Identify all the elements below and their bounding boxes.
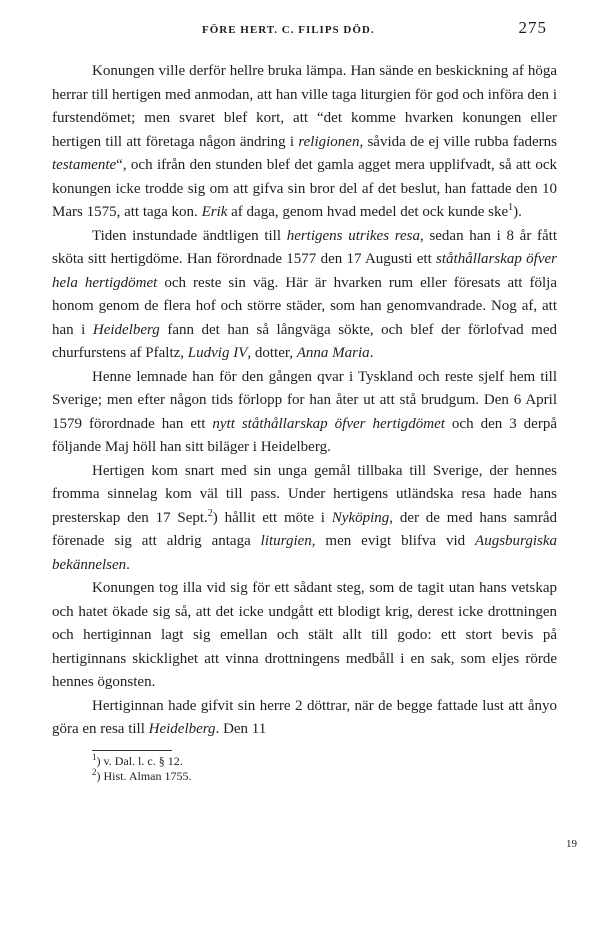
text-run: , såvida de ej ville rubba faderns [359,133,557,150]
running-header [52,18,557,42]
italic-text: nytt ståthållarskap öfver hertigdömet [212,415,445,432]
footnote-reference: 1 [508,202,514,213]
body-text [52,60,557,742]
italic-text: Nyköping [331,509,390,526]
footnote [92,751,557,769]
italic-text: Augsburgiska bekännelsen [52,533,557,573]
text-run: och reste sin väg. Här är hvarken rum eller föresats att följa honom genom de flera hof och större städer, som han genomvandrade. Nog af, att han i [52,274,557,338]
italic-text: testamente [52,157,117,173]
paragraph [52,366,557,460]
text-run: Tiden instundade ändtligen till [92,227,287,244]
footnote-mark: 2 [92,766,97,777]
footnote-mark: 1 [92,751,97,762]
text-run: och den 3 derpå följande Maj höll han sitt biläger i Heidelberg. [52,415,557,455]
paragraph [52,695,557,742]
footnote-divider [92,750,172,751]
running-title: FÖRE HERT. C. FILIPS DÖD. [202,24,375,36]
italic-text: Anna Maria [296,345,370,361]
page-number: 275 [518,18,547,37]
text-run: Hertiginnan hade gifvit sin herre 2 döttrar, när de begge fattade lust att ånyo göra en resa till [52,697,557,737]
text-run: ). [513,204,522,220]
text-run: . [369,345,374,361]
text-run: Konungen ville derför hellre bruka lämpa. Han sände en beskickning af höga herrar till hertigen med anmodan, att han ville taga liturgien för god och införa den i furstendömet; men svaret blef kort, att “det komme hvarken konungen eller hertigen till att företaga någon ändring i [52,63,557,150]
footnote-text: ) v. Dal. l. c. § 12. [96,753,183,768]
text-run: , der de med hans samråd förenade sig att aldrig antaga [52,509,557,549]
italic-text: Ludvig IV [187,345,248,361]
paragraph [52,225,557,366]
paragraph [52,577,557,695]
italic-text: liturgien [260,533,312,549]
text-run: ) hållit ett möte i [212,509,332,526]
text-run: Hertigen kom snart med sin unga gemål tillbaka till Sverige, der hennes fromma sinnelag kom väl till pass. Under hertigens utländska resa hade hans presterskap den 17 Sept. [52,462,557,526]
footnote-reference: 2 [207,507,213,519]
italic-text: Heidelberg [92,321,160,338]
text-run: , dotter, [247,345,297,361]
italic-text: hertigens utrikes resa [286,227,420,244]
signature-mark: 19 [566,838,577,850]
paragraph [52,460,557,578]
page [52,18,557,784]
text-run: Henne lemnade han för den gången qvar i Tyskland och reste sjelf hem till Sverige; men efter någon tids förlopp for han åter ut att stå brudgum. Den 6 April 1579 förordnade han ett [52,368,557,432]
text-run: , men evigt blifva vid [311,533,476,549]
italic-text: Heidelberg [148,721,216,737]
italic-text: religionen [298,133,360,150]
text-run: . [126,556,130,573]
text-run: . Den 11 [215,721,267,737]
footnote [92,766,557,784]
paragraph [52,60,557,225]
footnotes [52,751,557,784]
footnote-text: ) Hist. Alman 1755. [96,768,192,783]
italic-text: Erik [201,204,228,220]
text-run: af daga, genom hvad medel det ock kunde ske [227,204,509,220]
text-run: “, och ifrån den stunden blef det gamla agget mera upplifvadt, så att ock konungen icke trodde sig om att gifva sin bror del af det beslut, han fattade den 10 Mars 1575, att taga kon. [52,157,557,220]
text-run: , sedan han i 8 år fått sköta sitt hertigdöme. Han förordnade 1577 den 17 Augusti ett [52,227,557,267]
text-run: Konungen tog illa vid sig för ett sådant steg, som de tagit utan hans vetskap och hatet ökade sig så, att det icke undgått ett blodigt krig, derest icke drottningen och hertiginnan lagt sig emellan och stält allt till godo: ett stort bevis på hertiginnans skicklighet att vinna drottningens medbåll i en sak, som eljes rörde hennes ögonsten. [52,580,557,690]
text-run: fann det han så långväga sökte, och blef der förlofvad med churfurstens af Pfaltz, [52,321,557,361]
italic-text: ståthållarskap öfver hela hertigdömet [52,251,557,291]
